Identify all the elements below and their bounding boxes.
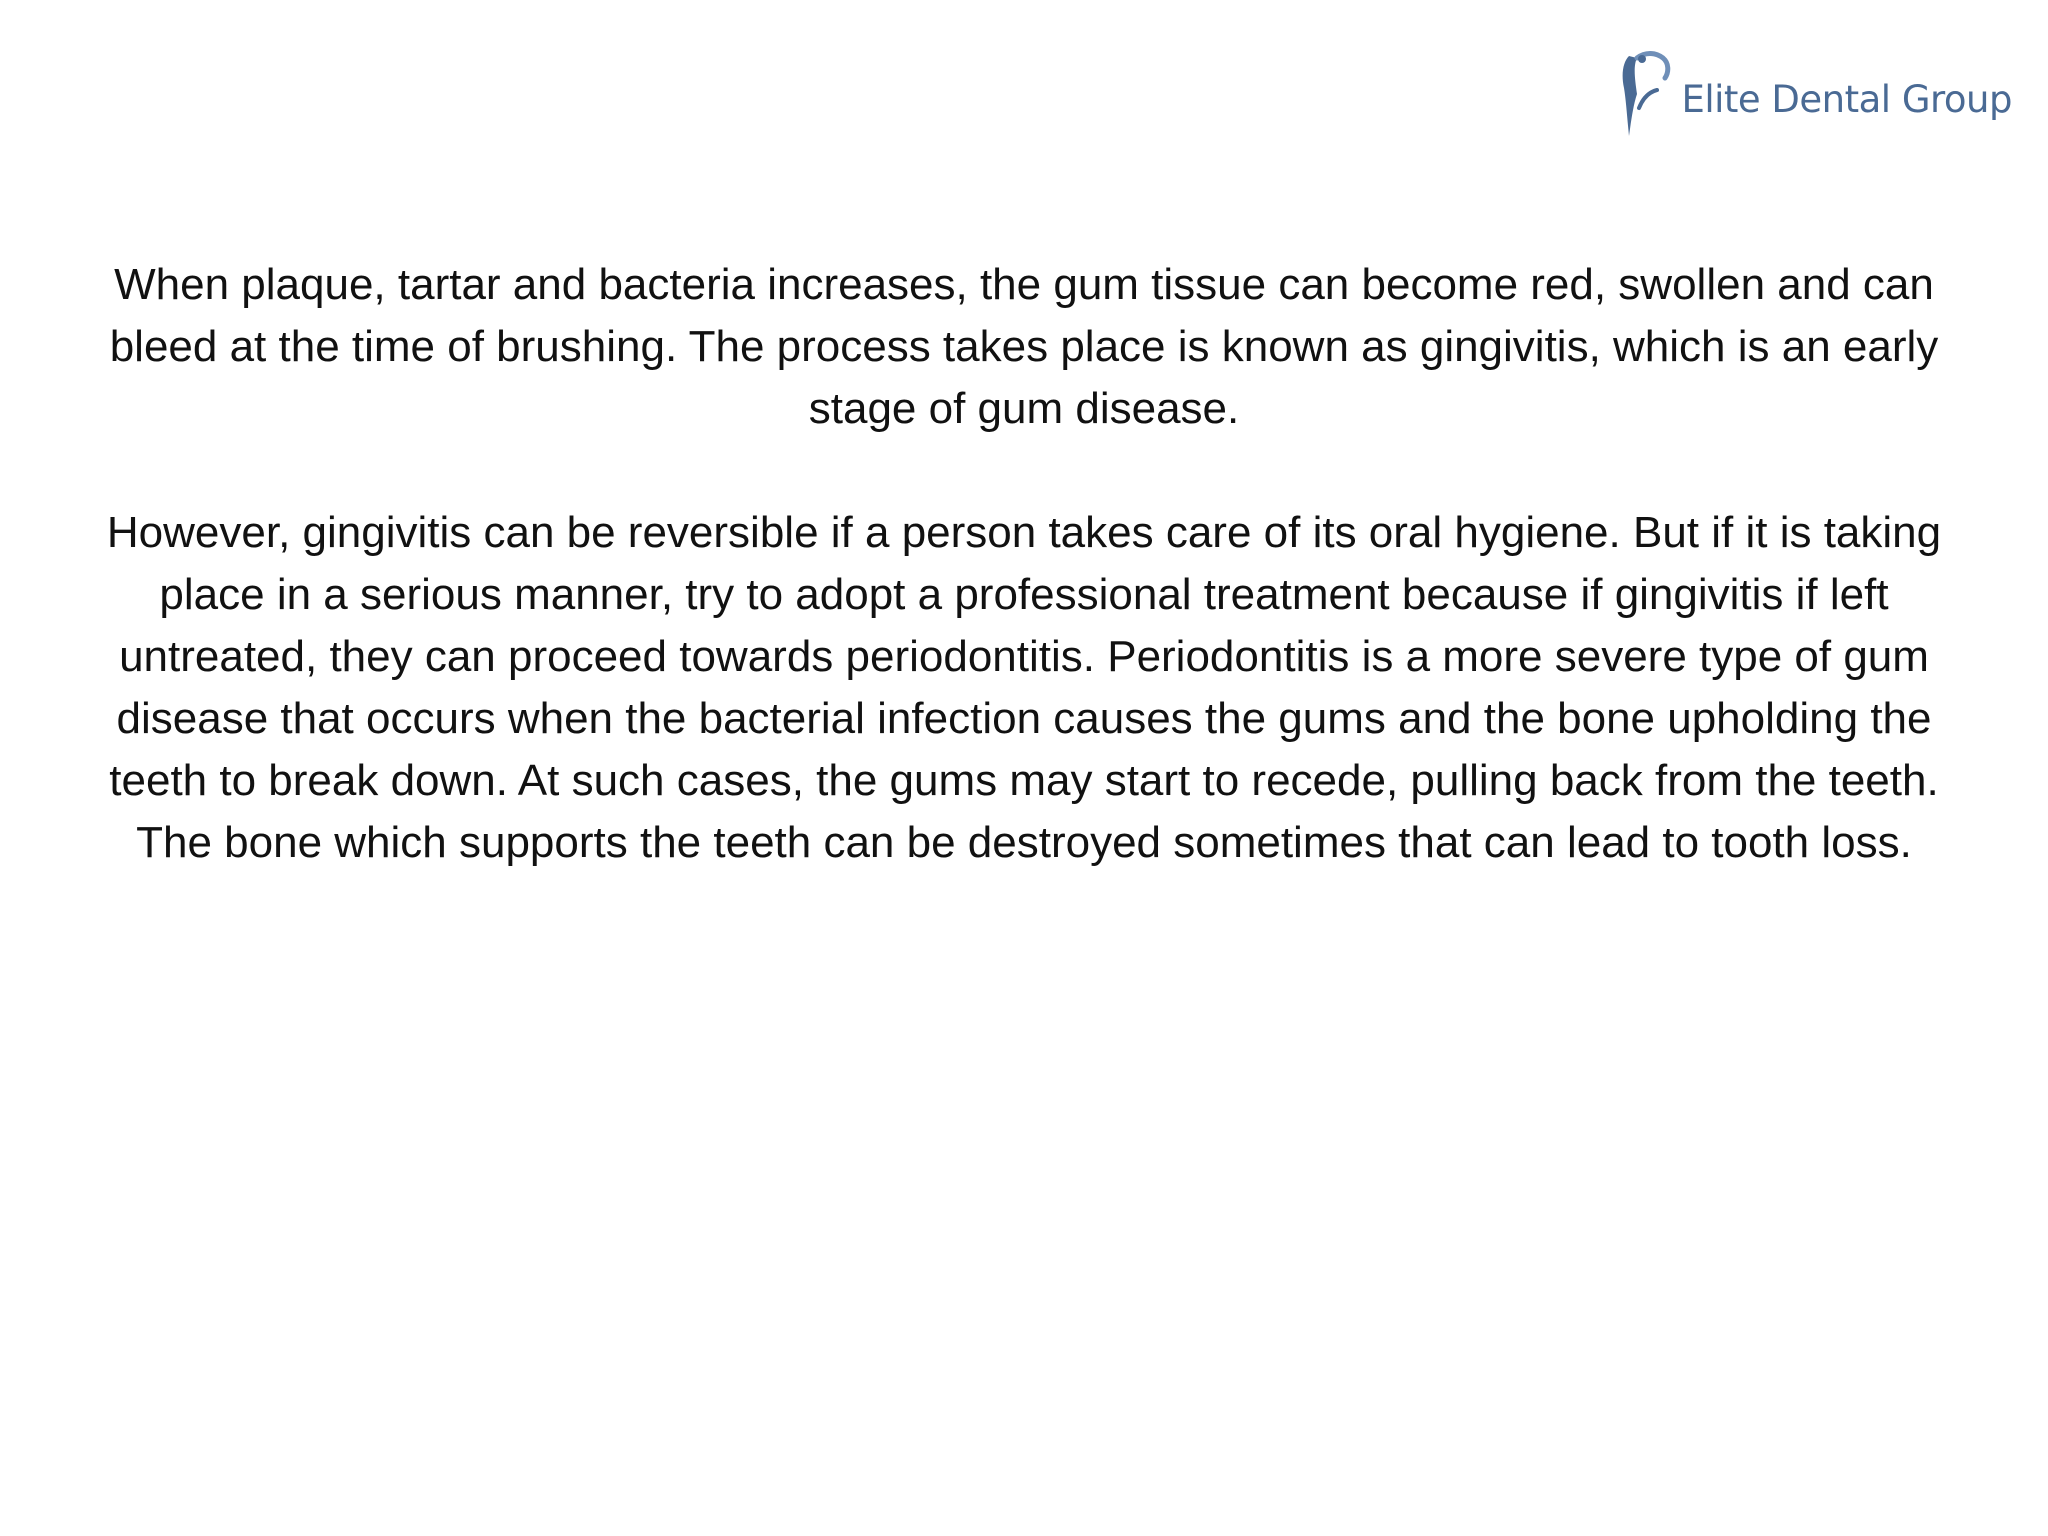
- tooth-icon: [1615, 50, 1675, 142]
- brand-name: Elite Dental Group: [1681, 77, 2012, 121]
- brand-logo: [1615, 50, 2012, 142]
- paragraph-periodontitis: However, gingivitis can be reversible if a person takes care of its oral hygiene. But if it is taking place in a serious manner, try to adopt a professional treatment because if gingivitis if left untreated, they can proceed towards periodontitis. Periodontitis is a more severe type of gum disease that occurs when the bacterial infection causes the gums and the bone upholding the teeth to break down. At such cases, the gums may start to recede, pulling back from the teeth. The bone which supports the teeth can be destroyed sometimes that can lead to tooth loss.: [106, 508, 1942, 867]
- paragraph-gingivitis: When plaque, tartar and bacteria increases, the gum tissue can become red, swollen and can bleed at the time of brushing. The process takes place is known as gingivitis, which is an early stage of gum disease.: [109, 260, 1939, 433]
- slide-body: [70, 254, 1978, 874]
